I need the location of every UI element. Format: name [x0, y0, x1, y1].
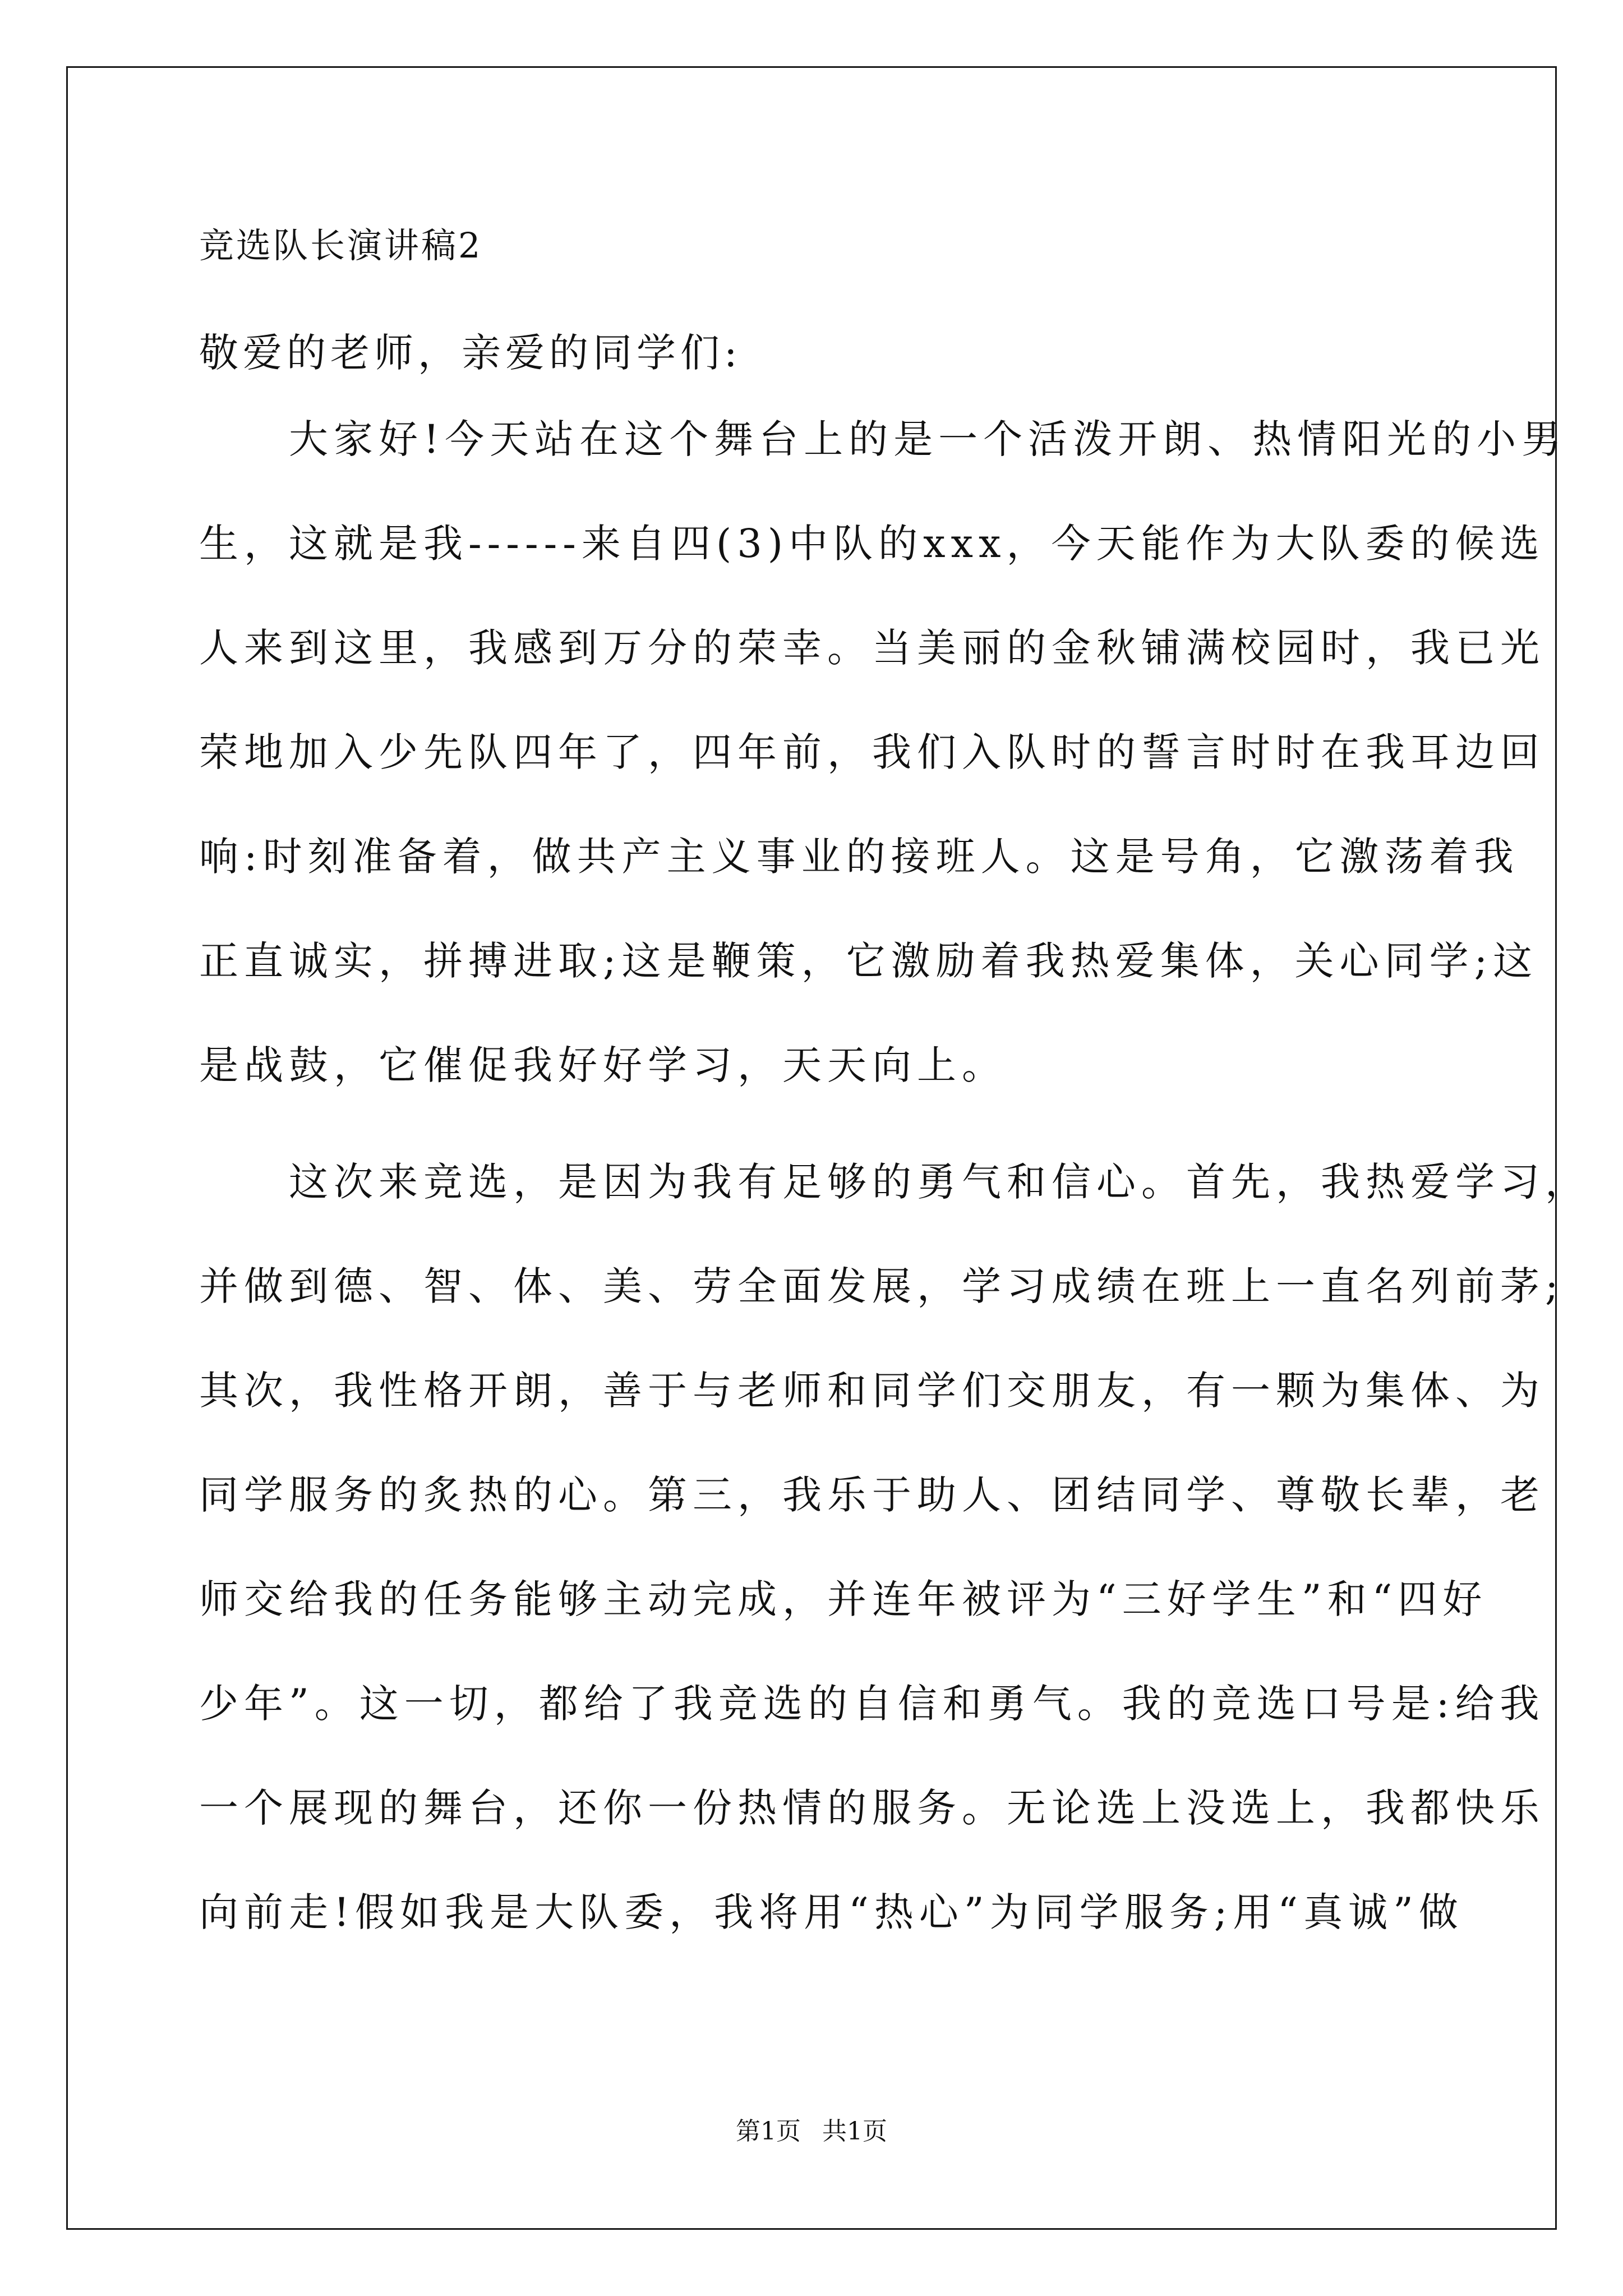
text-line: 少年”。这一切，都给了我竞选的自信和勇气。我的竞选口号是:给我: [199, 1681, 1545, 1727]
text-line: 一个展现的舞台，还你一份热情的服务。无论选上没选上，我都快乐: [199, 1785, 1545, 1831]
text-line: 正直诚实，拼搏进取;这是鞭策，它激励着我热爱集体，关心同学;这: [199, 938, 1538, 984]
text-line: 师交给我的任务能够主动完成，并连年被评为“三好学生”和“四好: [199, 1576, 1488, 1622]
page-footer: [0, 2116, 1623, 2147]
text-line: 其次，我性格开朗，善于与老师和同学们交朋友，有一颗为集体、为: [199, 1368, 1545, 1414]
body-text: [199, 414, 1590, 1991]
page-number: 第1页: [736, 2117, 801, 2146]
text-line: 向前走!假如我是大队委，我将用“热心”为同学服务;用“真诚”做: [199, 1889, 1464, 1935]
document-title: 竞选队长演讲稿2: [199, 225, 483, 266]
text-line: 响:时刻准备着，做共产主义事业的接班人。这是号角，它激荡着我: [199, 834, 1519, 880]
page-total: 共1页: [822, 2117, 887, 2146]
text-line: 大家好!今天站在这个舞台上的是一个活泼开朗、热情阳光的小男: [199, 416, 1567, 462]
text-line: 同学服务的炙热的心。第三，我乐于助人、团结同学、尊敬长辈，老: [199, 1472, 1545, 1518]
text-line: 是战鼓，它催促我好好学习，天天向上。: [199, 1042, 1007, 1088]
text-line: 并做到德、智、体、美、劳全面发展，学习成绩在班上一直名列前茅;: [199, 1263, 1564, 1309]
text-line: 人来到这里，我感到万分的荣幸。当美丽的金秋铺满校园时，我已光: [199, 625, 1545, 671]
text-line: 生，这就是我------来自四(3)中队的xxx，今天能作为大队委的候选: [199, 521, 1545, 567]
salutation: 敬爱的老师，亲爱的同学们:: [199, 330, 742, 376]
text-line: 荣地加入少先队四年了，四年前，我们入队时的誓言时时在我耳边回: [199, 729, 1545, 775]
text-line: 这次来竞选，是因为我有足够的勇气和信心。首先，我热爱学习，: [199, 1159, 1590, 1205]
